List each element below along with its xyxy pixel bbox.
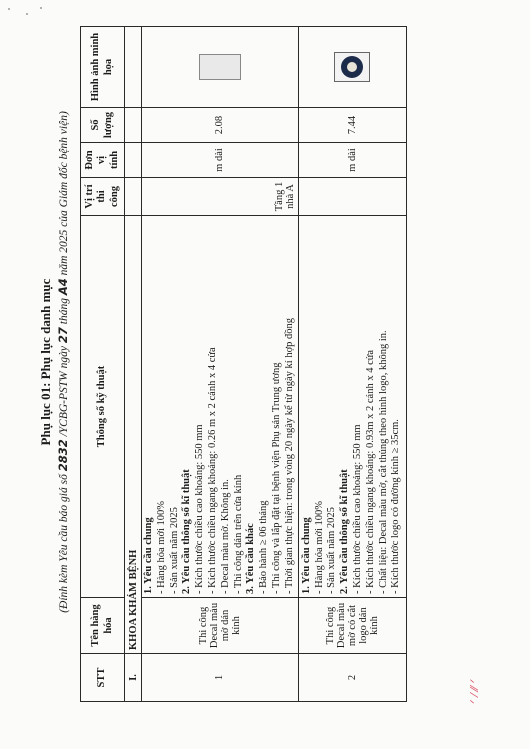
subtitle-suffix: năm 2025 của Giám đốc bệnh viện) (58, 111, 70, 276)
scan-speck (40, 7, 42, 9)
header-image: Hình ảnh minh họa (81, 27, 125, 108)
spec-line: - Chất liệu: Decal màu mờ, cắt thủng theo hình logo, không in. (377, 330, 389, 594)
spec-line: - Kích thước chiều cao khoảng: 550 mm (352, 424, 364, 594)
subtitle-month-word: tháng (58, 298, 70, 325)
spec-line: - Thi công và lắp đặt tại bệnh viện Phụ sản Trung ương (270, 362, 282, 594)
row-image (142, 27, 299, 108)
handwritten-number: 2832 (56, 439, 70, 472)
frosted-glass-image (199, 54, 241, 80)
spec-line: 1. Yêu cầu chung (143, 517, 154, 594)
spec-line: - Kích thước chiều cao khoảng: 550 mm (194, 424, 206, 594)
spec-line: - Kích thước chiều ngang khoảng: 0.26 m x 2 cánh x 4 cửa (206, 347, 218, 594)
item-table (80, 26, 407, 702)
header-location: Vị trí thi công (81, 178, 125, 216)
table-row (142, 27, 299, 702)
section-stt: I. (125, 654, 142, 702)
row-name: Thi công Decal màu mờ dán kính (142, 598, 299, 654)
empty-cell (125, 143, 142, 178)
row-location: Tầng 1 nhà A (142, 178, 299, 216)
spec-line: - Decal màu mờ. Không in. (219, 479, 231, 594)
subtitle-prefix: (Đính kèm Yêu cầu báo giá số (58, 474, 70, 613)
page-subtitle (56, 12, 70, 712)
section-name: KHOA KHÁM BỆNH (125, 216, 142, 654)
header-spec: Thông số kỹ thuật (81, 216, 125, 598)
spec-line: - Bảo hành ≥ 06 tháng (258, 500, 270, 594)
row-qty: 7.44 (298, 108, 406, 143)
spec-line: - Sản xuất năm 2025 (326, 507, 338, 594)
row-unit: m dài (142, 143, 299, 178)
spec-line: - Kích thước chiều ngang khoảng: 0.93m x 2 cánh x 4 cửa (364, 349, 376, 594)
table-row (298, 27, 406, 702)
row-spec (298, 216, 406, 598)
header-name: Tên hàng hóa (81, 598, 125, 654)
spec-line: - Thời gian thực hiện: trong vòng 20 ngày kể từ ngày kí hợp đồng (283, 317, 295, 594)
spec-line: - Hàng hóa mới 100% (313, 500, 325, 594)
row-location (298, 178, 406, 216)
header-qty: Số lượng (81, 108, 125, 143)
row-stt: 2 (298, 654, 406, 702)
spec-line: - Sản xuất năm 2025 (168, 507, 180, 594)
rotated-page (20, 12, 500, 712)
empty-cell (125, 178, 142, 216)
spec-line: - Kích thước logo có đường kính ≥ 35cm. (390, 419, 402, 594)
header-stt: STT (81, 654, 125, 702)
hospital-logo-image (334, 52, 370, 82)
empty-cell (125, 27, 142, 108)
red-pen-mark: ᐟ ⁄ ⁄⁄ ᐟ (468, 678, 481, 704)
spec-line: - Thi công dán trên cửa kính (232, 474, 244, 594)
row-image (298, 27, 406, 108)
page-title: Phụ lục 01: Phụ lục danh mục (38, 278, 53, 446)
handwritten-month: A4 (56, 278, 70, 296)
row-unit: m dài (298, 143, 406, 178)
spec-line: - Hàng hóa mới 100% (155, 500, 167, 594)
hospital-logo-icon (341, 56, 363, 78)
row-name: Thi công Decal màu mờ có cắt logo dán kính (298, 598, 406, 654)
empty-cell (125, 108, 142, 143)
row-spec (142, 216, 299, 598)
spec-line: 2. Yêu cầu thông số kĩ thuật (339, 469, 351, 594)
spec-line: 2. Yêu cầu thông số kĩ thuật (181, 469, 193, 594)
spec-line: 3. Yêu cầu khác (245, 523, 257, 594)
header-unit: Đơn vị tính (81, 143, 125, 178)
section-row (125, 27, 142, 702)
row-stt: 1 (142, 654, 299, 702)
spec-line: 1. Yêu cầu chung (300, 517, 312, 594)
table-header-row (81, 27, 125, 702)
handwritten-day: 27 (56, 327, 70, 344)
subtitle-mid: /YCBG-PSTW ngày (58, 346, 70, 437)
scan-speck (8, 8, 10, 10)
row-qty: 2.08 (142, 108, 299, 143)
